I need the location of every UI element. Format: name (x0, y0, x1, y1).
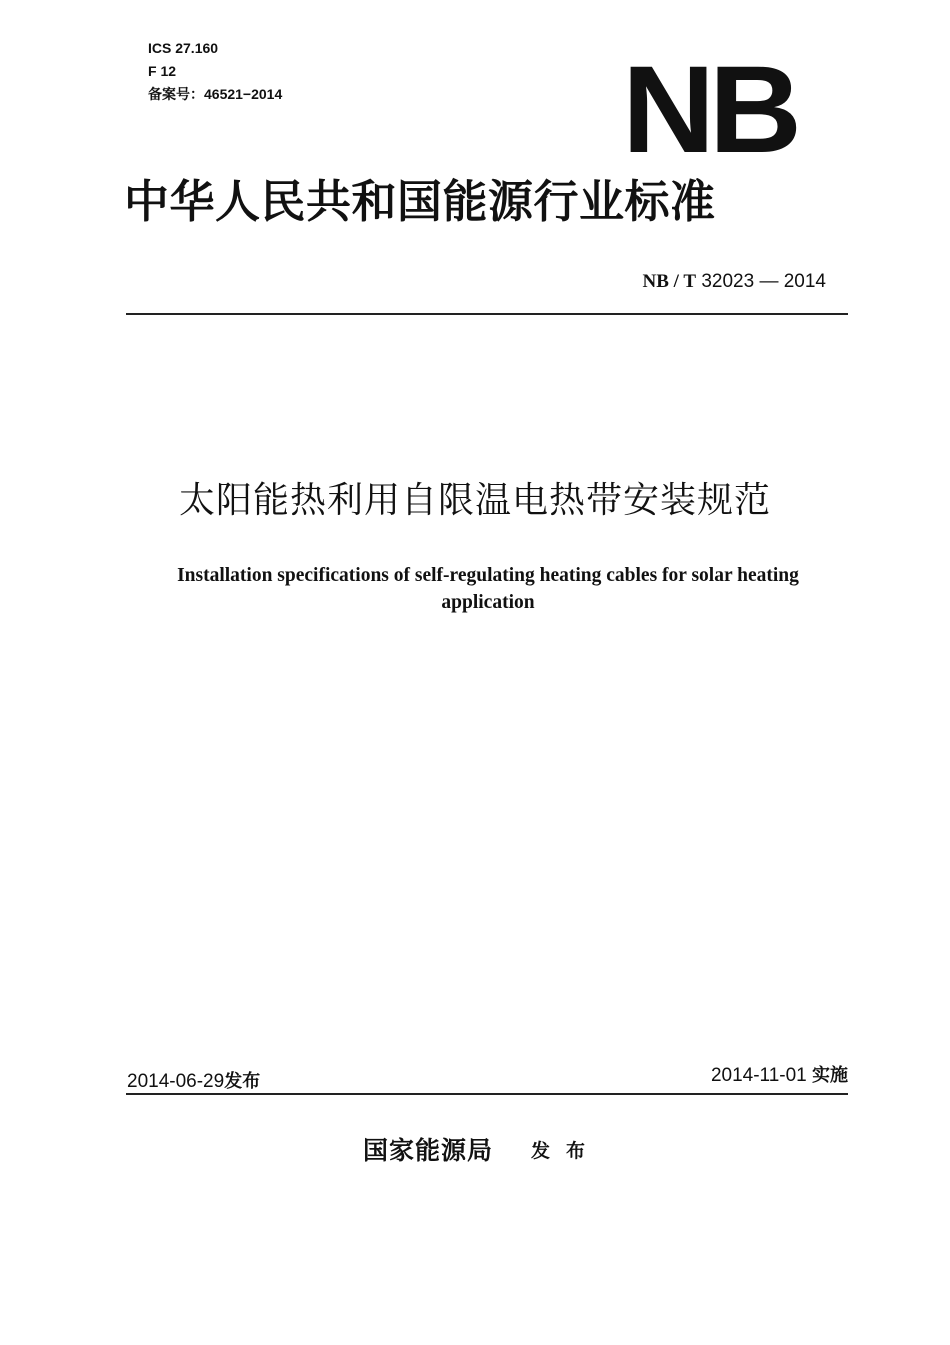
issuer (363, 1134, 601, 1168)
issuer-name: 国家能源局 (363, 1136, 494, 1165)
record-number: 备案号：46521−2014 (148, 86, 283, 102)
nb-logo: NB (622, 41, 796, 179)
title-chinese: 太阳能热利用自限温电热带安装规范 (178, 480, 771, 521)
footer-divider (126, 1093, 848, 1095)
issue-date-value: 2014-06-29 (127, 1071, 225, 1092)
standard-serial: 32023 — 2014 (701, 271, 826, 292)
standard-number (643, 270, 826, 294)
ics-code: ICS 27.160 (148, 40, 219, 56)
header-divider (126, 313, 848, 315)
standard-code: NB / T (642, 271, 697, 292)
effective-date-label: 实施 (812, 1065, 848, 1086)
effective-date-value: 2014-11-01 (710, 1065, 807, 1086)
issue-date (127, 1070, 260, 1094)
title-english: Installation specifications of self-regulating heating cables for solar heating application (177, 565, 799, 613)
issue-date-label: 发布 (224, 1071, 261, 1092)
issuer-action: 发布 (531, 1140, 602, 1162)
agency-title: 中华人民共和国能源行业标准 (124, 175, 716, 228)
ccs-code: F 12 (148, 63, 177, 79)
effective-date (711, 1064, 848, 1088)
